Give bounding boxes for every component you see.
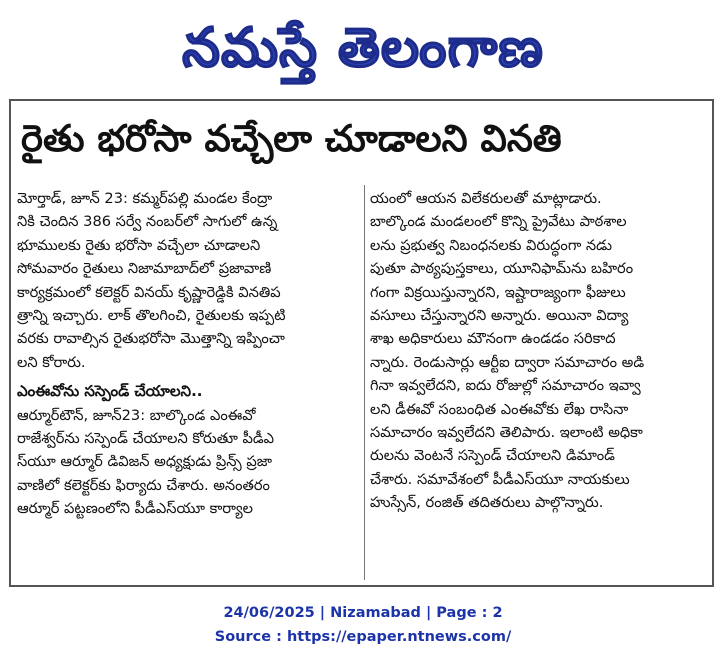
newspaper-logo: నమస్తే తెలంగాణ	[182, 15, 544, 79]
source-link[interactable]: Source : https://epaper.ntnews.com/	[214, 629, 512, 645]
body-line: హుస్సేన్, రంజిత్ తదితరులు పాల్గొన్నారు.	[370, 494, 604, 512]
body-line: పుతూ పాఠ్యపుస్తకాలు, యూనిఫామ్‌ను బహిరం	[370, 260, 634, 278]
body-line: చేశారు. సమావేశంలో పీడీఎస్‌యూ నాయకులు	[370, 470, 630, 488]
right-column	[370, 187, 715, 515]
body-line: రాజేశ్వర్‌ను సస్పెండ్ చేయాలని కోరుతూ పీడీఎ	[17, 430, 275, 448]
article-headline: రైతు భరోసా వచ్చేలా చూడాలని వినతి	[21, 117, 562, 160]
masthead	[0, 0, 726, 95]
news-clipping	[9, 99, 714, 587]
column-divider	[364, 185, 365, 580]
body-line: స్‌యూ ఆర్మూర్ డివిజన్ అధ్యక్షుడు ప్రిన్స్ ప్రజా	[17, 453, 273, 471]
body-line: వాణిలో కలెక్టర్‌కు ఫిర్యాదు చేశారు. అనంతరం	[17, 476, 270, 494]
body-line: శాఖ అధికారులు మౌనంగా ఉండడం సరికాద	[370, 330, 616, 348]
body-line: గినా ఇవ్వలేదని, ఐదు రోజుల్లో సమాచారం ఇవ్వా	[370, 377, 641, 395]
body-line: ఆర్మూర్‌టౌన్, జూన్23: బాల్కొండ ఎంఈవో	[17, 406, 256, 424]
body-line: వసూలు చేస్తున్నారని అన్నారు. అయినా విద్యా	[370, 307, 629, 325]
body-line: సోమవారం రైతులు నిజామాబాద్‌లో ప్రజావాణి	[17, 260, 272, 278]
body-line: లని డీఈవో సంబంధిత ఎంఈవోకు లేఖ రాసినా	[370, 400, 629, 418]
body-line: బాల్కొండ మండలంలో కొన్ని ప్రైవేటు పాఠశాల	[370, 213, 627, 231]
body-line: త్రాన్ని ఇచ్చారు. లాక్ తొలగించి, రైతులకు ఇప్పటి	[17, 307, 286, 325]
body-line: యంలో ఆయన విలేకరులతో మాట్లాడారు.	[370, 190, 602, 207]
left-column	[17, 187, 362, 521]
body-line: మోర్తాడ్, జూన్ 23: కమ్మర్‌పల్లి మండల కేంద్రా	[17, 190, 273, 207]
article-subheading: ఎంఈవోను సస్పెండ్ చేయాలని..	[17, 382, 203, 401]
body-line: ఆర్మూర్ పట్టణంలోని పీడీఎస్‌యూ కార్యాల	[17, 500, 253, 518]
body-line: నికి చెందిన 386 సర్వే నంబర్‌లో సాగులో ఉన్న	[17, 213, 278, 231]
body-line: గంగా విక్రయిస్తున్నారని, ఇష్టారాజ్యంగా ఫీజులు	[370, 283, 626, 301]
body-line: సమాచారం ఇవ్వలేదని తెలిపారు. ఇలాంటి అధికా	[370, 424, 643, 442]
page-footer	[0, 601, 726, 649]
body-line: కార్యక్రమంలో కలెక్టర్ వినయ్ కృష్ణారెడ్డికి వినతిప	[17, 283, 281, 301]
body-line: న్నారు. రెండుసార్లు ఆర్టీఐ ద్వారా సమాచారం అడి	[370, 353, 645, 371]
body-line: లని కోరారు.	[17, 353, 86, 371]
body-line: లను ప్రభుత్వ నిబంధనలకు విరుద్ధంగా నడు	[370, 236, 613, 254]
body-line: భూములకు రైతు భరోసా వచ్చేలా చూడాలని	[17, 236, 261, 254]
edition-info: 24/06/2025 | Nizamabad | Page : 2	[223, 605, 503, 621]
body-line: వరకు రావాల్సిన రైతుభరోసా మొత్తాన్ని ఇప్పించా	[17, 330, 285, 348]
body-line: రులను వెంటనే సస్పెండ్ చేయాలని డిమాండ్	[370, 447, 615, 465]
